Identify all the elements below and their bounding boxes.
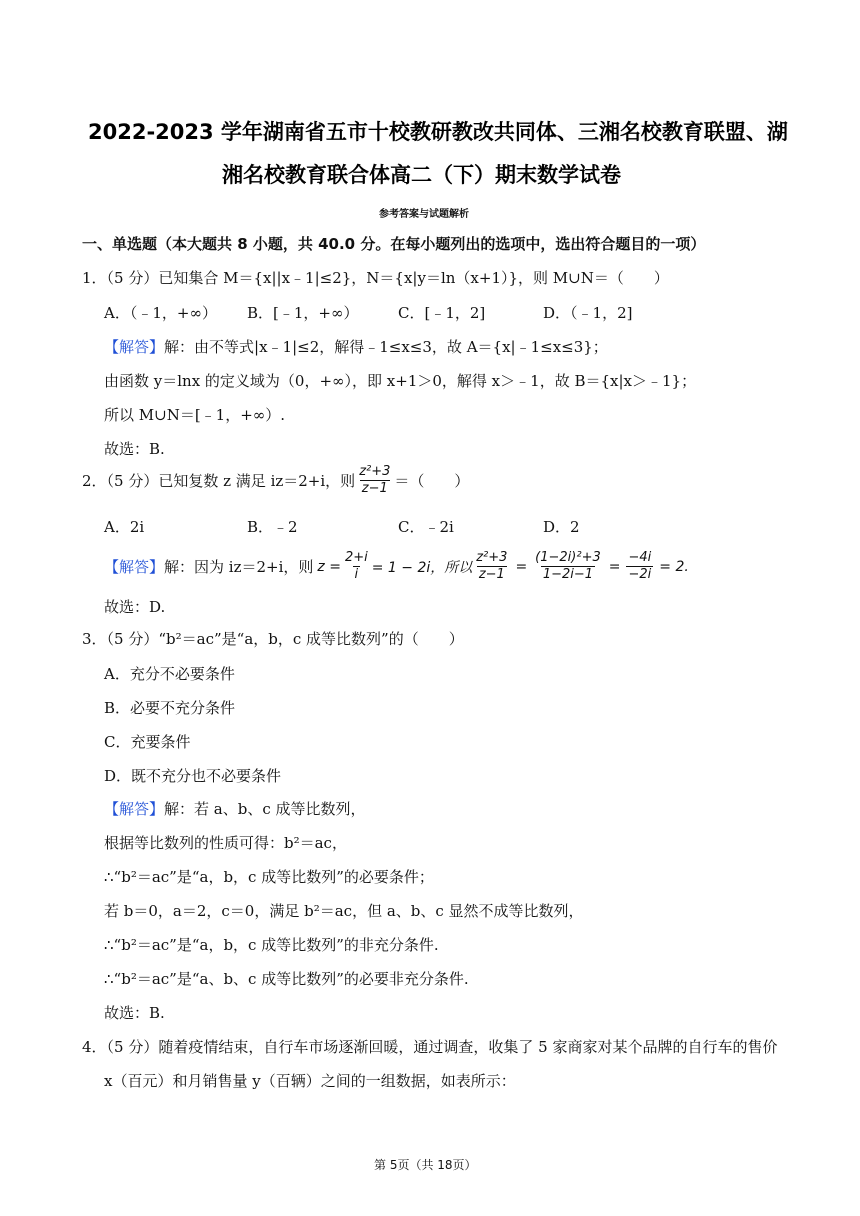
q3-solution-line1 <box>104 798 366 819</box>
page-title-line1: 2022-2023 学年湖南省五市十校教研教改共同体、三湘名校教育联盟、湖 <box>88 120 788 144</box>
q2-conclusion: 故选：D. <box>104 598 166 616</box>
q1-option-d: D．（﹣1，2] <box>543 304 633 322</box>
q2-sol-fraction-1 <box>343 550 370 583</box>
q1-solution-line3: 所以 M∪N＝[﹣1，+∞）. <box>104 406 286 424</box>
q3-solution-line3: ∴“b²＝ac”是“a，b，c 成等比数列”的必要条件； <box>104 868 434 886</box>
q2-fraction <box>357 464 392 497</box>
q3-stem: 3．（5 分）“b²＝ac”是“a，b，c 成等比数列”的（ ） <box>82 630 464 648</box>
q1-conclusion: 故选：B. <box>104 440 165 458</box>
fraction-denominator: −2i <box>628 567 652 582</box>
fraction-numerator: (1−2i)²+3 <box>535 550 601 565</box>
fraction-denominator: 1−2i−1 <box>542 567 594 582</box>
q1-solution-text: 解：由不等式|x﹣1|≤2，解得﹣1≤x≤3，故 A＝{x|﹣1≤x≤3}； <box>164 338 608 356</box>
q3-option-a: A．充分不必要条件 <box>104 665 235 683</box>
q4-stem-line1: 4．（5 分）随着疫情结束，自行车市场逐渐回暖，通过调查，收集了 5 家商家对某个品牌的自行车的售价 <box>82 1038 778 1056</box>
q2-sol-fraction-4 <box>626 550 653 583</box>
page-subtitle: 参考答案与试题解析 <box>379 209 469 220</box>
q1-solution-line1 <box>104 336 608 357</box>
q3-solution-text: 解：若 a、b、c 成等比数列， <box>164 800 366 818</box>
q3-solution-line6: ∴“b²＝ac”是“a、b、c 成等比数列”的必要非充分条件. <box>104 970 469 988</box>
q2-option-c: C．﹣2i <box>398 518 454 536</box>
q2-stem-text: 2．（5 分）已知复数 z 满足 iz＝2+i，则 <box>82 472 356 490</box>
answer-tag: 【解答】 <box>104 558 165 576</box>
page-footer: 第 5页（共 18页） <box>374 1158 477 1172</box>
q2-sol-fraction-2 <box>474 550 509 583</box>
q2-sol-fraction-3 <box>533 550 603 583</box>
q2-solution-text: 解：因为 iz＝2+i，则 <box>164 558 314 576</box>
q2-sol-end: = 2. <box>659 558 689 575</box>
q3-option-b: B．必要不充分条件 <box>104 699 236 717</box>
q3-option-d: D．既不充分也不必要条件 <box>104 767 282 785</box>
fraction-denominator: z−1 <box>478 567 505 582</box>
q2-option-d: D．2 <box>543 518 580 536</box>
q1-option-c: C．[﹣1，2] <box>398 304 486 322</box>
fraction-numerator: 2+i <box>344 550 368 565</box>
section-heading: 一、单选题（本大题共 8 小题，共 40.0 分。在每小题列出的选项中，选出符合题目的一项） <box>82 235 706 253</box>
q2-stem <box>82 464 469 497</box>
fraction-denominator: i <box>354 567 359 582</box>
equals-sign: = <box>515 558 528 575</box>
q1-stem: 1．（5 分）已知集合 M＝{x||x﹣1|≤2}，N＝{x|y＝ln（x+1）}，则 M∪N＝（ ） <box>82 269 669 287</box>
q4-stem-line2: x（百元）和月销售量 y（百辆）之间的一组数据，如表所示： <box>104 1072 516 1090</box>
q2-sol-z: z = <box>317 558 341 575</box>
fraction-numerator: −4i <box>628 550 652 565</box>
q1-option-b: B．[﹣1，+∞） <box>247 304 359 322</box>
fraction-numerator: z²+3 <box>359 464 391 479</box>
page-title-line2: 湘名校教育联合体高二（下）期末数学试卷 <box>222 163 621 187</box>
q3-solution-line2: 根据等比数列的性质可得：b²＝ac， <box>104 834 347 852</box>
q3-conclusion: 故选：B. <box>104 1004 165 1022</box>
equals-sign: = <box>608 558 621 575</box>
q1-option-a: A．（﹣1，+∞） <box>104 304 217 322</box>
q2-option-a: A．2i <box>104 518 145 536</box>
q3-option-c: C．充要条件 <box>104 733 191 751</box>
q3-solution-line4: 若 b＝0，a＝2，c＝0，满足 b²＝ac，但 a、b、c 显然不成等比数列， <box>104 902 584 920</box>
answer-tag: 【解答】 <box>104 338 165 356</box>
fraction-numerator: z²+3 <box>476 550 508 565</box>
q2-stem-end: ＝（ ） <box>394 472 470 490</box>
q2-option-b: B．﹣2 <box>247 518 298 536</box>
q1-solution-line2: 由函数 y＝lnx 的定义域为（0，+∞），即 x+1＞0，解得 x＞﹣1，故 B＝{x|x＞﹣1}； <box>104 372 697 390</box>
answer-tag: 【解答】 <box>104 800 165 818</box>
fraction-denominator: z−1 <box>361 481 388 496</box>
q2-sol-mid: = 1 − 2i，所以 <box>371 559 473 576</box>
q3-solution-line5: ∴“b²＝ac”是“a，b，c 成等比数列”的非充分条件. <box>104 936 439 954</box>
q2-solution <box>104 550 689 583</box>
